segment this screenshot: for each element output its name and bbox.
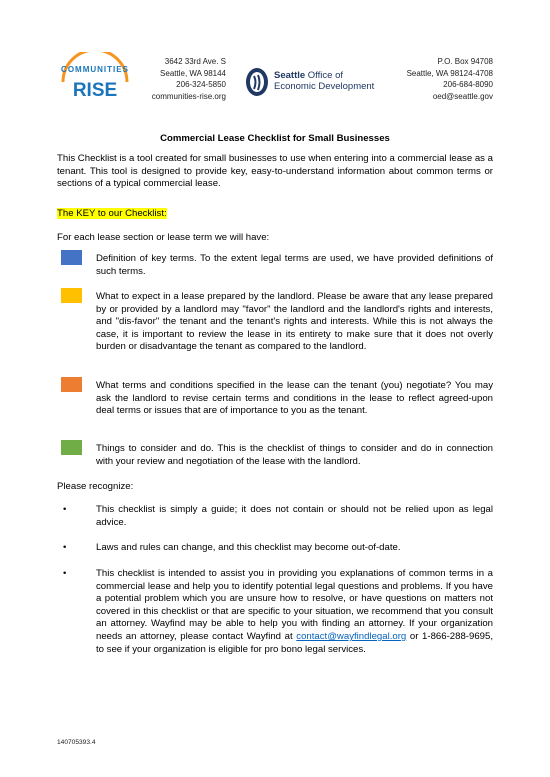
right-address (390, 56, 493, 102)
logo-seattle-bold: Seattle (274, 70, 306, 81)
key-item-negotiable-terms: What terms and conditions specified in the lease can the tenant (you) negotiate? You may ask the landlord to revise certain terms and conditions in the lease to reflect agreed-upon deal terms or issues that are of importance to you as the tenant. (96, 380, 493, 417)
right-address-line: P.O. Box 94708 (437, 57, 493, 66)
key-square-blue (61, 250, 82, 265)
right-address-line: Seattle, WA 98124-4708 (406, 68, 493, 78)
document-id-footer: 140705393.4 (57, 739, 96, 746)
logo-arc-text: COMMUNITIES (61, 65, 129, 74)
logo-word: RISE (72, 80, 118, 101)
left-address-line: communities-rise.org (151, 91, 226, 101)
left-address-line: 206-324-5850 (176, 80, 226, 90)
bullet-laws-change: Laws and rules can change, and this checklist may become out-of-date. (96, 542, 401, 553)
wayfind-email-link[interactable]: contact@wayfindlegal.org (296, 630, 407, 642)
key-square-orange (61, 377, 82, 392)
bullet-consult-text-end: or 1-866-288-9695, to see if your organization is eligible for pro bono legal services. (96, 630, 493, 655)
key-heading (57, 208, 167, 221)
key-item-definition: Definition of key terms. To the extent legal terms are used, we have provided definitions of such terms. (96, 253, 493, 277)
intro-paragraph: This Checklist is a tool created for small businesses to use when entering into a commercial lease as a tenant. This tool is designed to provide key, easy-to-understand information about common terms or sections of a typical commercial lease. (57, 153, 493, 190)
key-heading-text: The KEY to our Checklist: (57, 208, 167, 219)
bullet-consult-text: This checklist is intended to assist you in providing you explanations of common terms in a commercial lease and help you to identify potential legal questions and problems. If you have a potential problem which you are unsure how to resolve, or have questions on matters not covered in this checklist or that are specific to your situation, we recommend that you consult an attorney. Wayfind may be able to help you with finding an attorney. If your organization needs an attorney, please contact Wayfind at (96, 568, 493, 642)
key-square-green (61, 440, 82, 455)
recognize-heading: Please recognize: (57, 481, 134, 492)
logo-office-of: Office of (305, 70, 343, 81)
seattle-oed-logo-text (274, 70, 374, 92)
left-address (130, 56, 226, 102)
key-item-landlord-expectations: What to expect in a lease prepared by the landlord. Please be aware that any lease prepared by or provided by a landlord may "favor" the landlord and the landlord's rights and interests, and "dis-favor" the tenant and the tenant's rights and interests. While this is not always the case, it is important to review the lease in its entirety to make sure that it does not overly burden or disadvantage the tenant as compared to the landlord. (96, 291, 493, 353)
bullet-guide-not-legal-advice: This checklist is simply a guide; it does not contain or should not be relied upon as legal advice. (96, 504, 493, 528)
bullet-consult-attorney (96, 568, 493, 656)
seattle-seal-icon (245, 67, 269, 97)
communities-rise-logo (57, 52, 133, 106)
left-address-line: 3642 33rd Ave. S (164, 57, 226, 66)
bullet-dot: • (63, 568, 67, 579)
document-title: Commercial Lease Checklist for Small Businesses (160, 133, 390, 144)
left-address-line: Seattle, WA 98144 (160, 68, 226, 78)
logo-econ-dev: Economic Development (274, 81, 375, 92)
key-intro: For each lease section or lease term we will have: (57, 232, 270, 243)
key-square-yellow (61, 288, 82, 303)
bullet-dot: • (63, 504, 67, 515)
right-address-line: 206-684-8090 (443, 80, 493, 90)
bullet-dot: • (63, 542, 67, 553)
key-item-things-to-do: Things to consider and do. This is the checklist of things to consider and do in connection with your review and negotiation of the lease with the landlord. (96, 443, 493, 467)
right-address-line: oed@seattle.gov (432, 91, 493, 101)
